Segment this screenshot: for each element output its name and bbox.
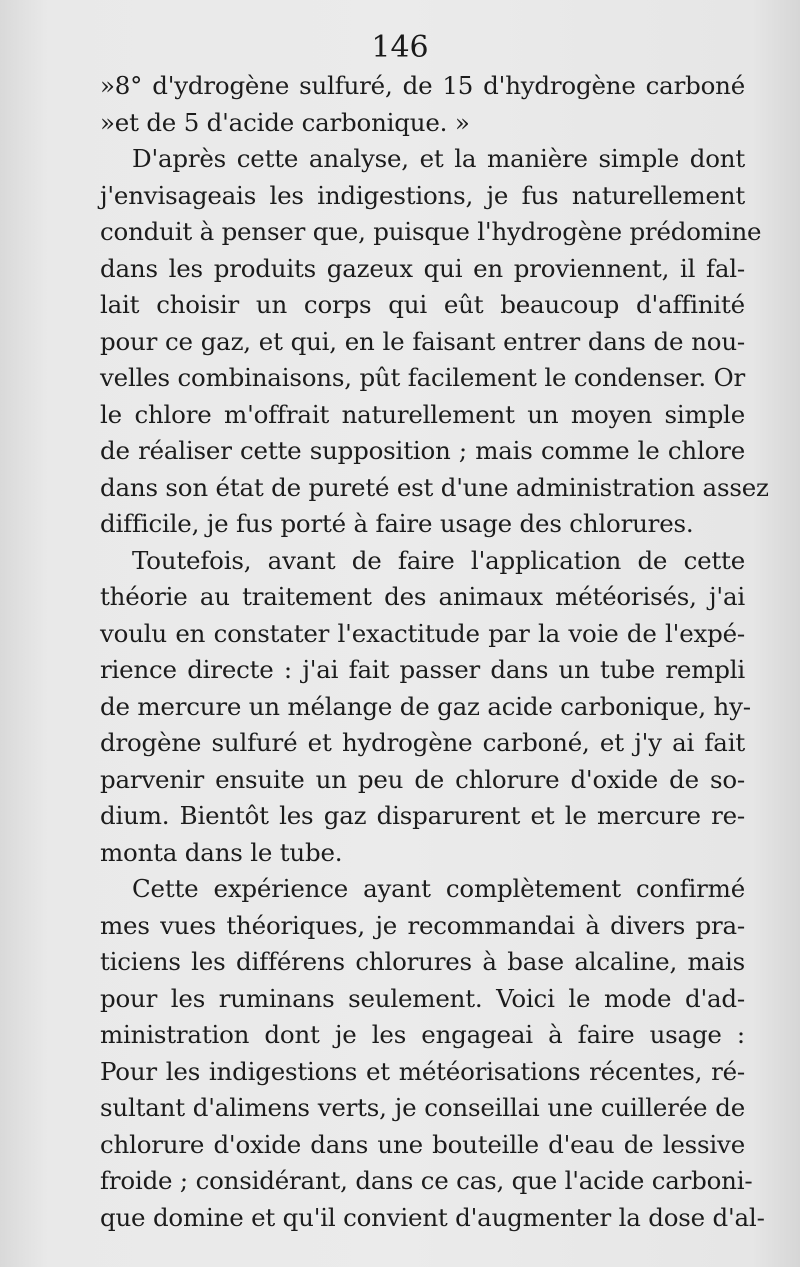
paragraph-first-line: Cette expérience ayant complètement confirmé — [132, 874, 745, 903]
text-line: conduit à penser que, puisque l'hydrogène prédomine — [100, 217, 762, 246]
text-line: que domine et qu'il convient d'augmenter la dose d'al- — [100, 1202, 765, 1232]
text-line: velles combinaisons, pût facilement le condenser. Or — [100, 363, 745, 392]
page-number: 146 — [371, 30, 429, 65]
text-line: parvenir ensuite un peu de chlorure d'oxide de so- — [100, 764, 745, 794]
text-line: froide ; considérant, dans ce cas, que l'acide carboni- — [100, 1166, 753, 1195]
text-line: pour les ruminans seulement. Voici le mode d'ad- — [100, 983, 745, 1013]
text-line: le chlore m'offrait naturellement un moyen simple — [100, 399, 745, 429]
text-line: monta dans le tube. — [100, 837, 343, 867]
text-line: dans les produits gazeux qui en proviennent, il fal- — [100, 253, 745, 283]
text-line: j'envisageais les indigestions, je fus naturellement — [100, 180, 745, 210]
text-line: chlorure d'oxide dans une bouteille d'eau de lessive — [100, 1129, 745, 1159]
paragraph-first-line: Toutefois, avant de faire l'application de cette — [132, 545, 745, 575]
body-text — [100, 68, 769, 1236]
text-line: dans son état de pureté est d'une administration assez — [100, 472, 769, 502]
text-line: de réaliser cette supposition ; mais comme le chlore — [100, 436, 745, 465]
text-line: difficile, je fus porté à faire usage des chlorures. — [100, 509, 694, 538]
paragraph-first-line: D'après cette analyse, et la manière simple dont — [132, 144, 745, 173]
text-line: »et de 5 d'acide carbonique. » — [100, 107, 470, 137]
text-line: sultant d'alimens verts, je conseillai une cuillerée de — [100, 1093, 745, 1122]
text-line: pour ce gaz, et qui, en le faisant entrer dans de nou- — [100, 326, 745, 356]
text-line: drogène sulfuré et hydrogène carboné, et j'y ai fait — [100, 728, 745, 757]
text-line: lait choisir un corps qui eût beaucoup d'affinité — [100, 290, 745, 319]
text-line: voulu en constater l'exactitude par la voie de l'expé- — [100, 618, 745, 648]
text-line: ministration dont je les engageai à faire usage : — [100, 1020, 745, 1049]
text-line: »8° d'ydrogène sulfuré, de 15 d'hydrogène carboné — [100, 71, 745, 100]
text-line: Pour les indigestions et météorisations récentes, ré- — [100, 1056, 745, 1086]
text-line: théorie au traitement des animaux météorisés, j'ai — [100, 582, 745, 611]
text-line: ticiens les différens chlorures à base alcaline, mais — [100, 947, 745, 976]
text-line: dium. Bientôt les gaz disparurent et le mercure re- — [100, 801, 745, 830]
text-line: mes vues théoriques, je recommandai à divers pra- — [100, 910, 745, 940]
text-line: rience directe : j'ai fait passer dans un tube rempli — [100, 655, 745, 684]
text-line: de mercure un mélange de gaz acide carbonique, hy- — [100, 691, 751, 721]
